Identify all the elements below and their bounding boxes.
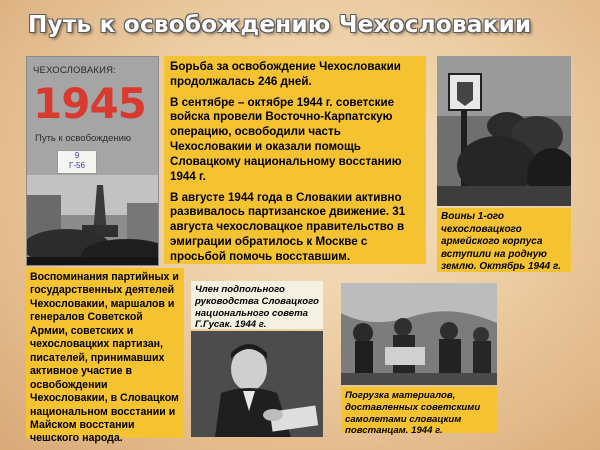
book-country-label: ЧЕХОСЛОВАКИЯ: <box>33 65 117 76</box>
husak-portrait-photo <box>191 331 323 437</box>
main-text-panel <box>164 56 426 264</box>
page-title: Путь к освобождению Чехословакии <box>28 12 532 38</box>
sticker-line-1: 9 <box>74 151 80 160</box>
council-member-caption: Член подпольного руководства Словацкого национального совета Г.Гусак. 1944 г. <box>191 281 323 329</box>
loading-caption: Погрузка материалов, доставленных советскими самолетами словацким повстанцам. 1944 г. <box>341 387 497 433</box>
book-cover-image <box>26 56 159 266</box>
library-sticker <box>57 150 97 174</box>
loading-materials-photo <box>341 283 497 385</box>
soldiers-border-photo <box>437 56 571 206</box>
main-paragraph-2: В сентябре – октябре 1944 г. советские войска провели Восточно-Карпатскую операцию, освободили часть Чехословакии и оказали помощь Словацкому национальному восстанию 1944 г. <box>170 95 402 183</box>
book-year-label: 1945 <box>33 79 146 128</box>
book-cover-photo <box>27 175 159 266</box>
memoirs-text-panel: Воспоминания партийных и государственных деятелей Чехословакии, маршалов и генералов Советской Армии, советских и чехословацких партизан, писателей, принимавших активное участие в освобождении Чехословакии, в Словацком национальном восстании и Майском восстании чешского народа. <box>26 268 184 438</box>
sticker-line-2: Г-56 <box>69 161 85 170</box>
soldiers-caption: Воины 1-ого чехословацкого армейского корпуса вступили на родную землю. Октябрь 1944 г. <box>437 208 571 272</box>
main-paragraph-3: В августе 1944 года в Словакии активно развивалось партизанское движение. 31 августа чехословацкое правительство в эмиграции обратилось к Москве с просьбой помочь восставшим. <box>170 190 406 263</box>
book-subtitle-label: Путь к освобождению <box>35 133 132 144</box>
main-paragraph-1: Борьба за освобождение Чехословакии продолжалась 246 дней. <box>170 60 401 88</box>
